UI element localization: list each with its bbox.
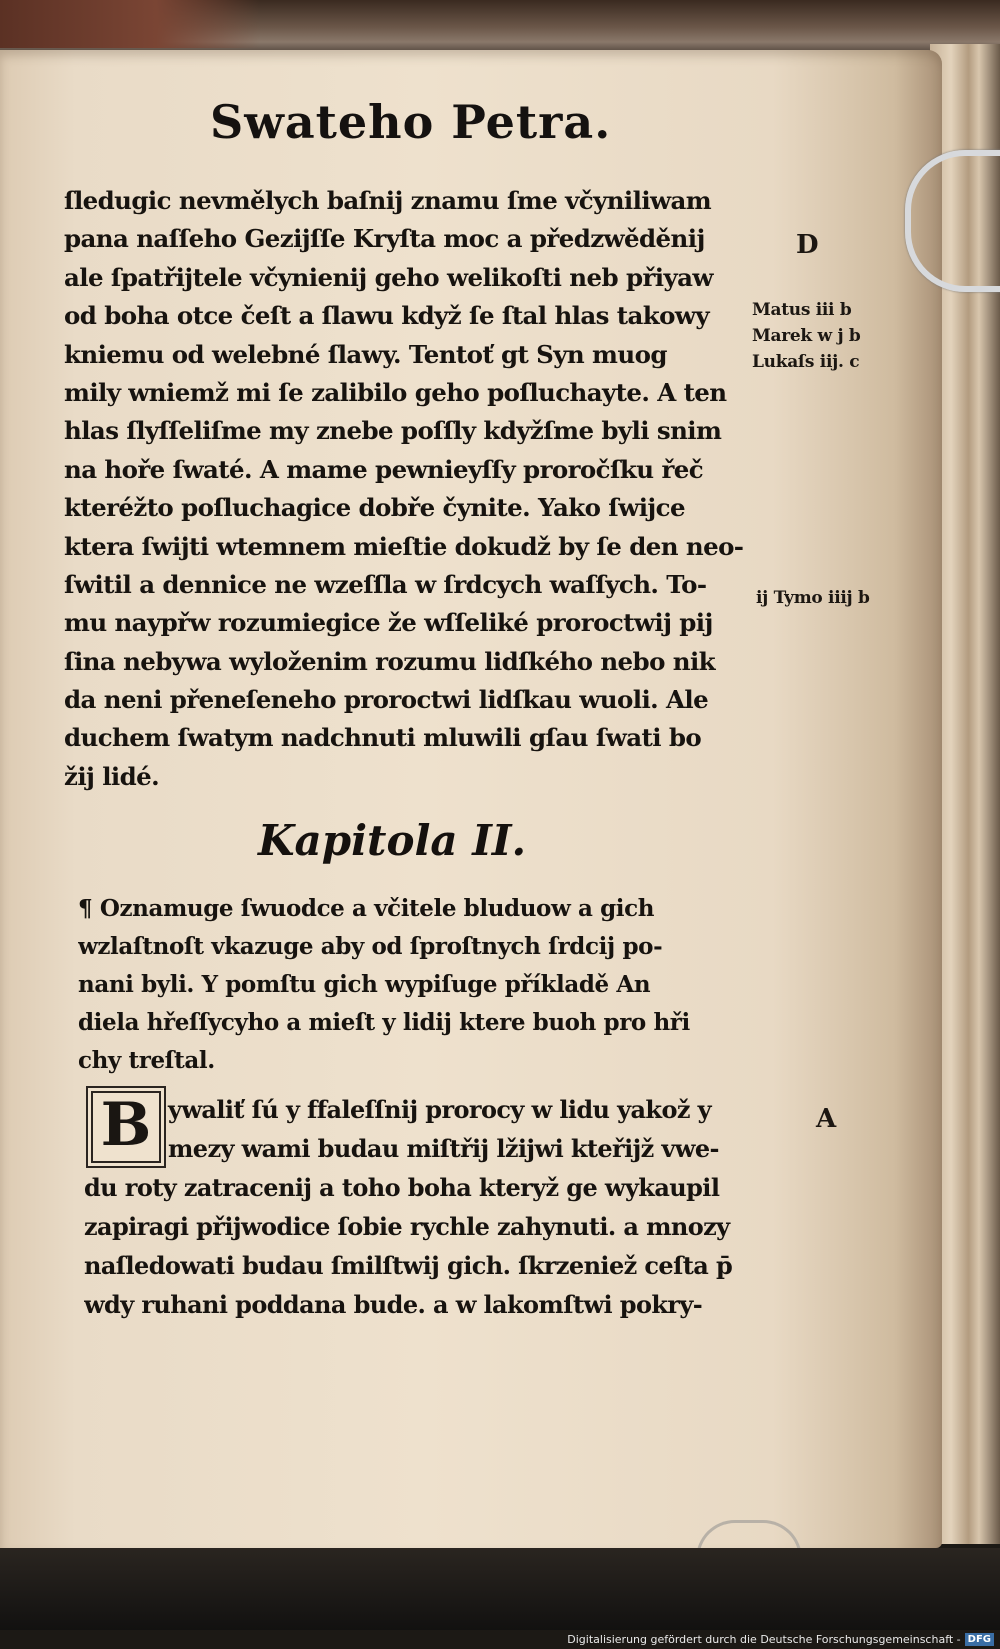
body-line: duchem ſwatym nadchnuti mluwili gſau ſwati bo <box>64 723 702 753</box>
body-line: kteréžto poſluchagice dobře čynite. Yako ſwijce <box>64 493 685 523</box>
summary-line: diela hřeſſycyho a mieſt y lidij ktere buoh pro hři <box>78 1009 690 1036</box>
chapter-summary <box>78 890 758 1080</box>
body-line: ſledugic nevmělych baſnij znamu ſme včyniliwam <box>64 186 712 215</box>
body-line: hlas ſlyſſeliſme my znebe poſſly kdyžſme byli snim <box>64 416 722 446</box>
summary-line: wzlaſtnoſt vkazuge aby od ſproſtnych ſrdcij po- <box>78 933 663 960</box>
chapter-line: mezy wami budau miſtřij lžijwi kteřijž vwe- <box>168 1134 719 1163</box>
summary-line: nani byli. Y pomſtu gich wypiſuge příkladě An <box>78 971 651 998</box>
chapter-text <box>84 1090 774 1324</box>
body-line: kniemu od welebné ſlawy. Tentoť gt Syn muog <box>64 339 667 369</box>
body-line: ale ſpatřijtele včynienij geho welikoſti neb přiyaw <box>64 262 713 292</box>
margin-ref-matus: Matus iii b <box>752 300 852 320</box>
body-line: ktera ſwijti wtemnem mieſtie dokudž by ſe den neo- <box>64 531 744 561</box>
body-line: da neni přeneſeneho proroctwi lidſkau wuoli. Ale <box>64 685 709 715</box>
footer-strip <box>0 1548 1000 1630</box>
body-line: žij lidé. <box>64 761 160 791</box>
margin-letter-a: A <box>816 1104 837 1134</box>
body-line: mu naypřw rozumiegice že wſſeliké proroctwij pij <box>64 608 713 638</box>
body-line: ſwitil a dennice ne wzeſſla w ſrdcych waſſych. To- <box>64 569 707 599</box>
margin-ref-lukas: Lukaſs iij. c <box>752 352 860 372</box>
body-line: mily wniemž mi ſe zalibilo geho poſluchayte. A ten <box>64 377 727 407</box>
chapter-line: du roty zatracenij a toho boha kteryž ge wykaupil <box>84 1173 720 1202</box>
body-line: na hoře ſwaté. A mame pewnieyſſy proročſku řeč <box>64 454 704 484</box>
margin-ref-marek: Marek w j b <box>752 326 861 346</box>
chapter-line: wdy ruhani poddana bude. a w lakomſtwi pokry- <box>84 1290 703 1319</box>
chapter-line: naſledowati budau ſmilſtwij gich. ſkrzeniež ceſta p̄ <box>84 1251 733 1280</box>
margin-letter-d: D <box>796 230 819 260</box>
summary-line: chy treſtal. <box>78 1047 215 1074</box>
digitization-credit <box>567 1632 994 1647</box>
margin-ref-tymo: ij Tymo iiij b <box>756 588 870 608</box>
running-title: Swateho Petra. <box>210 95 612 149</box>
body-line: ſina nebywa wyloženim rozumu lidſkého nebo nik <box>64 646 716 676</box>
metal-page-clip <box>905 150 1000 292</box>
summary-line: ¶ Oznamuge ſwuodce a včitele bluduow a gich <box>78 895 655 922</box>
body-text <box>64 182 754 796</box>
chapter-heading: Kapitola II. <box>258 816 527 865</box>
chapter-line: zapiragi přijwodice ſobie rychle zahynuti. a mnozy <box>84 1212 730 1241</box>
drop-initial-letter: B <box>100 1090 152 1160</box>
dfg-logo: DFG <box>965 1633 994 1646</box>
credit-text: Digitalisierung gefördert durch die Deutsche Forschungsgemeinschaft - <box>567 1633 961 1646</box>
body-line: pana naſſeho Gezijſſe Kryſta moc a předzwěděnij <box>64 224 705 254</box>
body-line: od boha otce čeſt a ſlawu když ſe ſtal hlas takowy <box>64 301 709 331</box>
chapter-line: ywaliť ſú y ffaleſſnij prorocy w lidu yakož y <box>168 1095 712 1124</box>
